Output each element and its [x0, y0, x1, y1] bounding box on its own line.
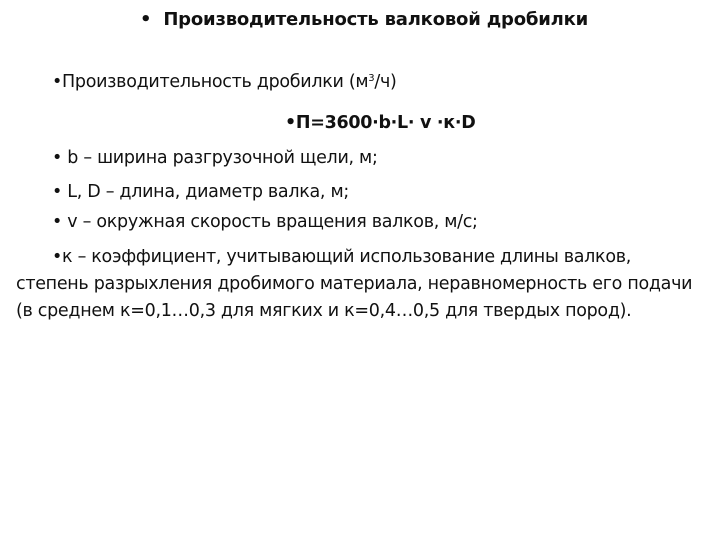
title-text: Производительность валковой дробилки [163, 9, 589, 30]
bullet-icon: • [285, 113, 296, 133]
b-definition: b – ширина разгрузочной щели, м; [67, 148, 378, 168]
productivity-unit-tail: /ч) [374, 72, 397, 92]
bullet-icon: • [52, 212, 63, 232]
k-definition: к – коэффициент, учитывающий использование длины валков, степень разрыхления дробимого материала, неравномерность его подачи (в среднем к=0,1…0,3 для мягких и к=0,4…0,5 для твердых пород). [16, 247, 693, 321]
slide-title [140, 9, 588, 30]
bullet-icon: • [52, 72, 63, 92]
formula: П=3600·b·L· v ·к·D [295, 113, 476, 133]
bullet-icon: • [140, 9, 152, 30]
v-definition: v – окружная скорость вращения валков, м/с; [67, 212, 478, 232]
productivity-superscript: 3 [368, 73, 375, 84]
productivity-line [52, 72, 397, 92]
productivity-label: Производительность дробилки (м [62, 72, 369, 92]
ld-definition-line [52, 182, 349, 202]
formula-line [285, 113, 475, 133]
k-definition-paragraph [16, 244, 706, 325]
v-definition-line [52, 212, 478, 232]
b-definition-line [52, 148, 378, 168]
bullet-icon: • [52, 148, 63, 168]
bullet-icon: • [52, 182, 63, 202]
bullet-icon: • [52, 247, 63, 267]
ld-definition: L, D – длина, диаметр валка, м; [67, 182, 349, 202]
